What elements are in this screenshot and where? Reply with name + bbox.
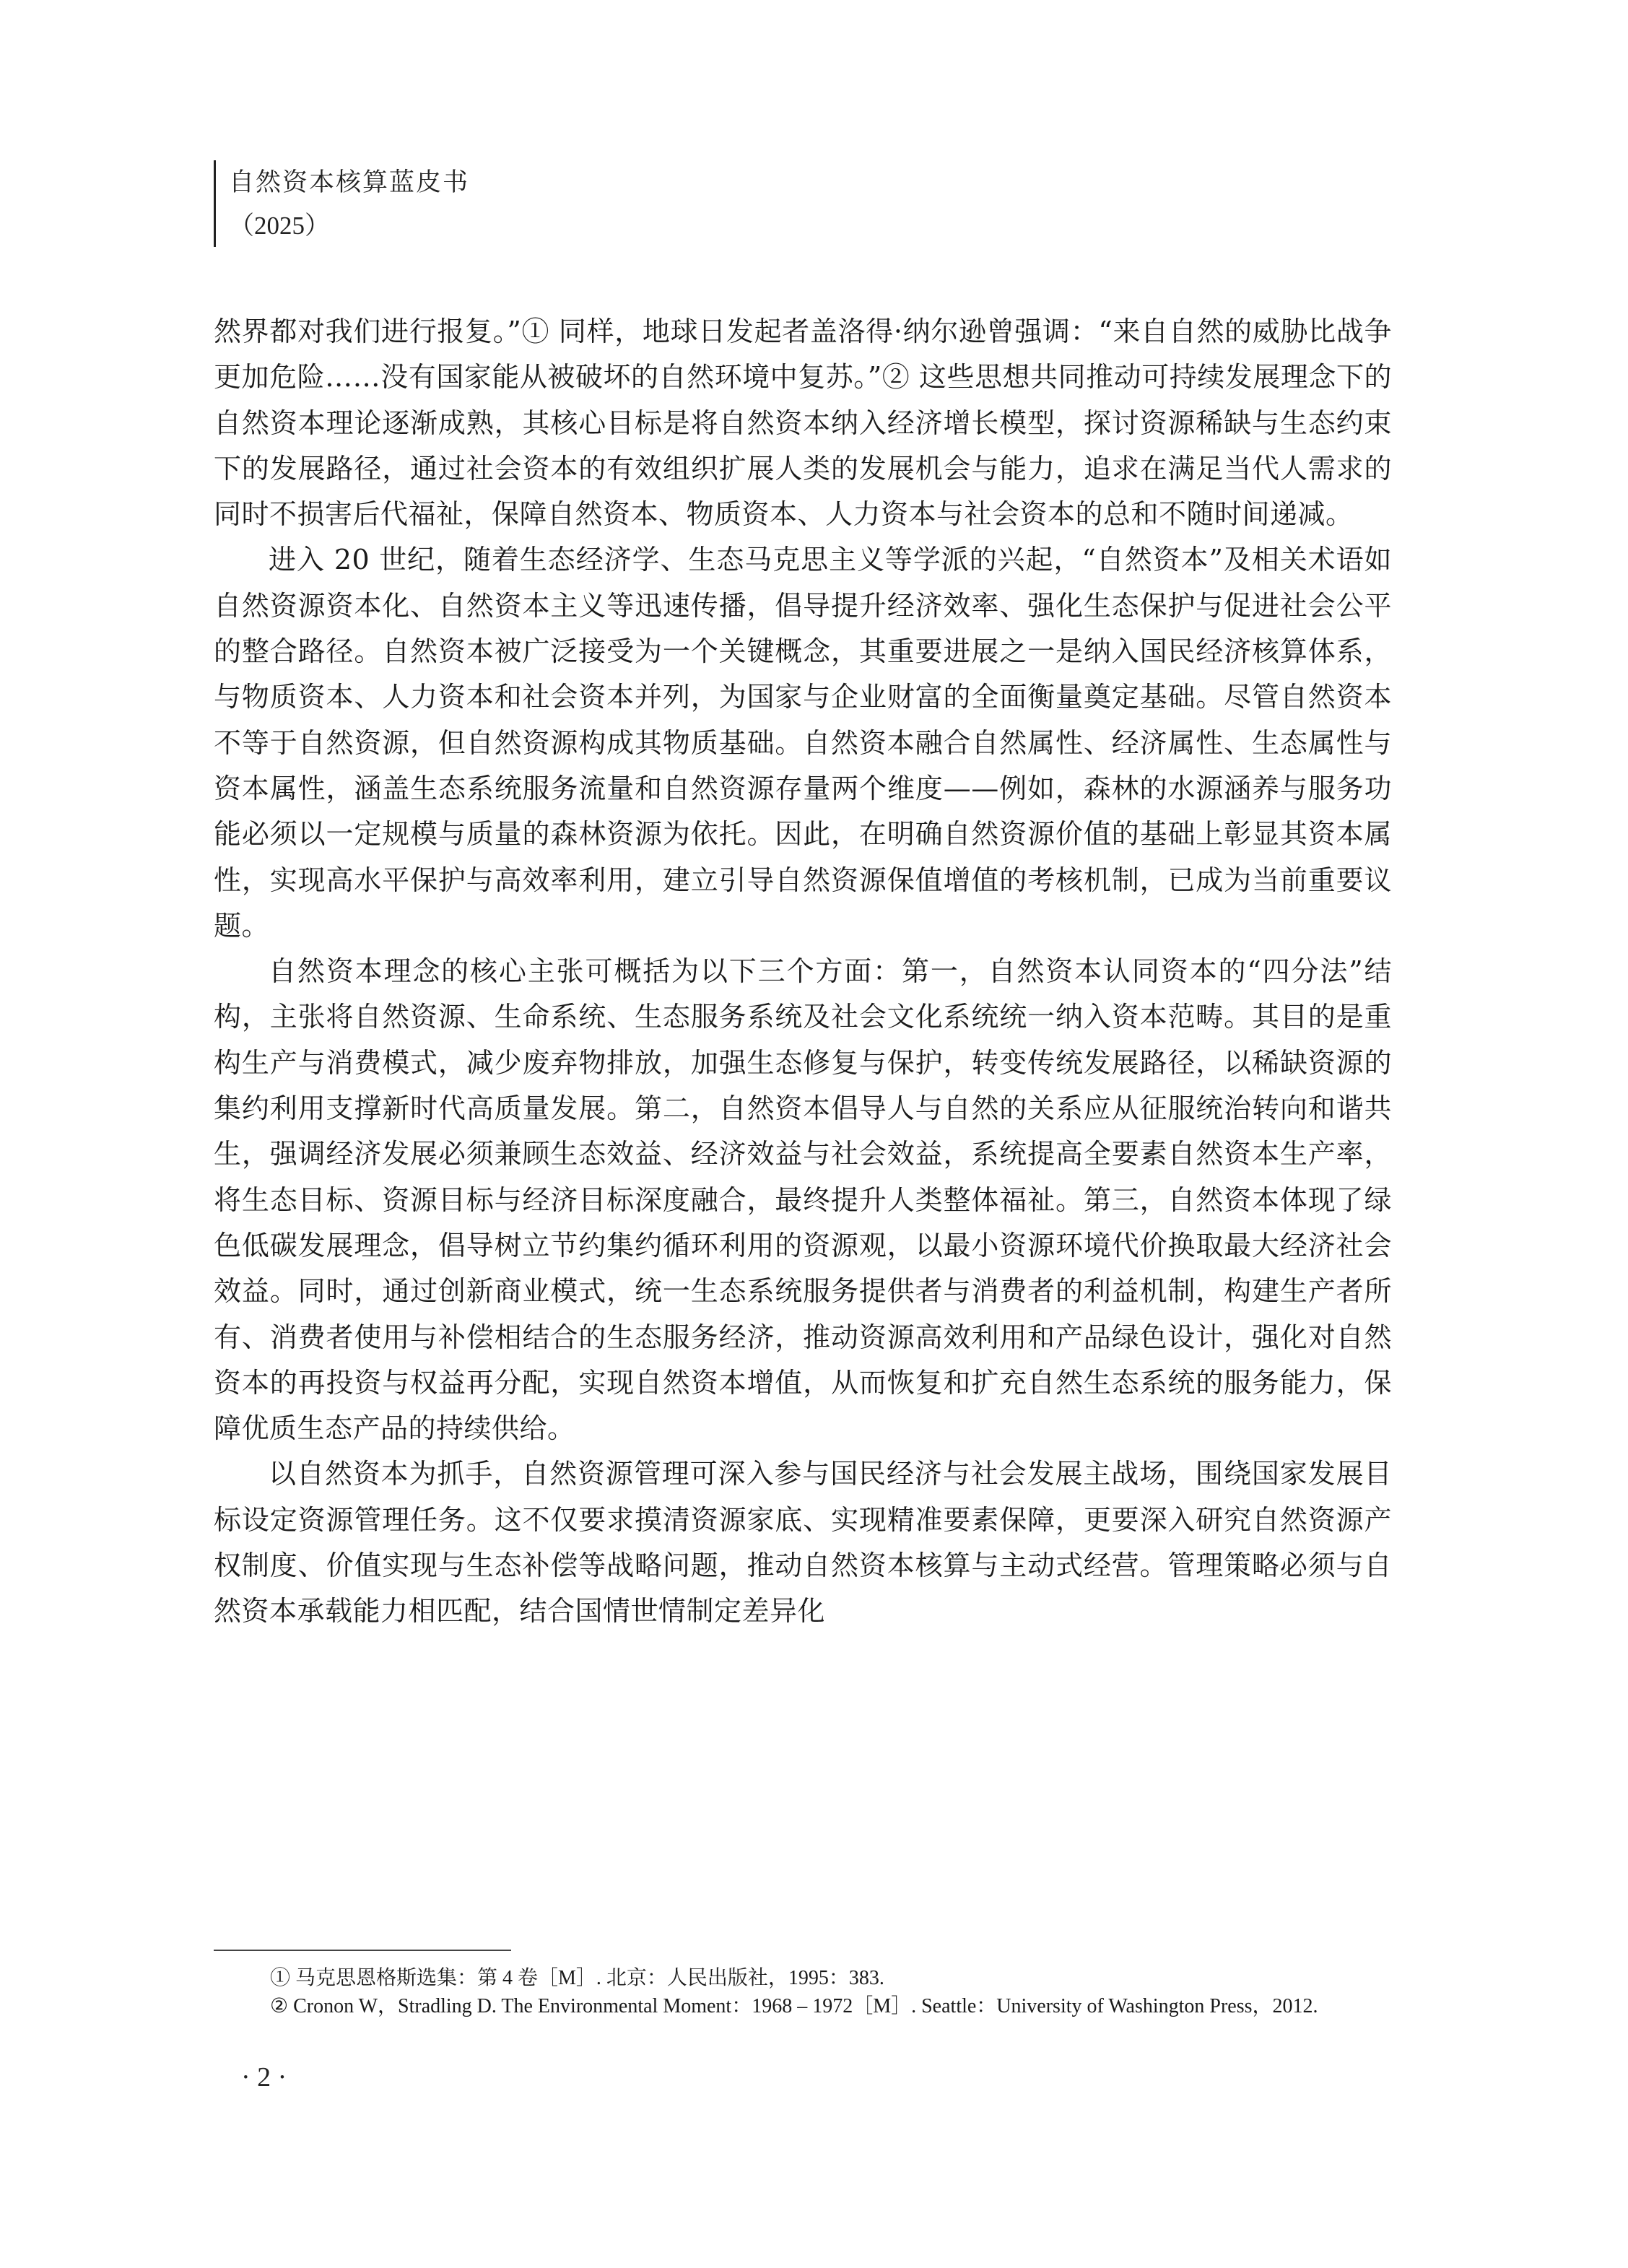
series-title: 自然资本核算蓝皮书 xyxy=(229,168,470,197)
page-number: · 2 · xyxy=(241,2062,287,2093)
paragraph-continued: 然界都对我们进行报复。”① 同样，地球日发起者盖洛得·纳尔逊曾强调：“来自自然的威胁比战争更加危险……没有国家能从被破坏的自然环境中复苏。”② 这些思想共同推动可持续发展理念下的自然资本理论逐渐成熟，其核心目标是将自然资本纳入经济增长模型，探讨资源稀缺与生态约束下的发展路径，通过社会资本的有效组织扩展人类的发展机会与能力，追求在满足当代人需求的同时不损害后代福祉，保障自然资本、物质资本、人力资本与社会资本的总和不随时间递减。 xyxy=(214,316,1392,531)
footnotes xyxy=(214,1964,1392,2020)
paragraph: 以自然资本为抓手，自然资源管理可深入参与国民经济与社会发展主战场，围绕国家发展目标设定资源管理任务。这不仅要求摸清资源家底、实现精准要素保障，更要深入研究自然资源产权制度、价值实现与生态补偿等战略问题，推动自然资本核算与主动式经营。管理策略必须与自然资本承载能力相匹配，结合国情世情制定差异化 xyxy=(214,1458,1392,1628)
paragraph: 自然资本理念的核心主张可概括为以下三个方面：第一，自然资本认同资本的“四分法”结构，主张将自然资源、生命系统、生态服务系统及社会文化系统统一纳入资本范畴。其目的是重构生产与消费模式，减少废弃物排放，加强生态修复与保护，转变传统发展路径，以稀缺资源的集约利用支撑新时代高质量发展。第二，自然资本倡导人与自然的关系应从征服统治转向和谐共生，强调经济发展必须兼顾生态效益、经济效益与社会效益，系统提高全要素自然资本生产率，将生态目标、资源目标与经济目标深度融合，最终提升人类整体福祉。第三，自然资本体现了绿色低碳发展理念，倡导树立节约集约循环利用的资源观，以最小资源环境代价换取最大经济社会效益。同时，通过创新商业模式，统一生态系统服务提供者与消费者的利益机制，构建生产者所有、消费者使用与补偿相结合的生态服务经济，推动资源高效利用和产品绿色设计，强化对自然资本的再投资与权益再分配，实现自然资本增值，从而恢复和扩充自然生态系统的服务能力，保障优质生态产品的持续供给。 xyxy=(214,955,1392,1445)
running-header xyxy=(214,160,469,247)
paragraph: 进入 20 世纪，随着生态经济学、生态马克思主义等学派的兴起，“自然资本”及相关术语如自然资源资本化、自然资本主义等迅速传播，倡导提升经济效率、强化生态保护与促进社会公平的整合路径。自然资本被广泛接受为一个关键概念，其重要进展之一是纳入国民经济核算体系，与物质资本、人力资本和社会资本并列，为国家与企业财富的全面衡量奠定基础。尽管自然资本不等于自然资源，但自然资源构成其物质基础。自然资本融合自然属性、经济属性、生态属性与资本属性，涵盖生态系统服务流量和自然资源存量两个维度——例如，森林的水源涵养与服务功能必须以一定规模与质量的森林资源为依托。因此，在明确自然资源价值的基础上彰显其资本属性，实现高水平保护与高效率利用，建立引导自然资源保值增值的考核机制，已成为当前重要议题。 xyxy=(214,544,1392,942)
footnote-2: ② Cronon W，Stradling D. The Environmental Moment：1968 – 1972［M］. Seattle：University of Washington Press，2012. xyxy=(270,1995,1318,2017)
series-year: （2025） xyxy=(229,212,331,240)
body-text xyxy=(214,309,1392,1635)
footnote-divider xyxy=(214,1950,511,1951)
footnote-1: ① 马克思恩格斯选集：第 4 卷［M］. 北京：人民出版社，1995：383. xyxy=(270,1967,884,1989)
